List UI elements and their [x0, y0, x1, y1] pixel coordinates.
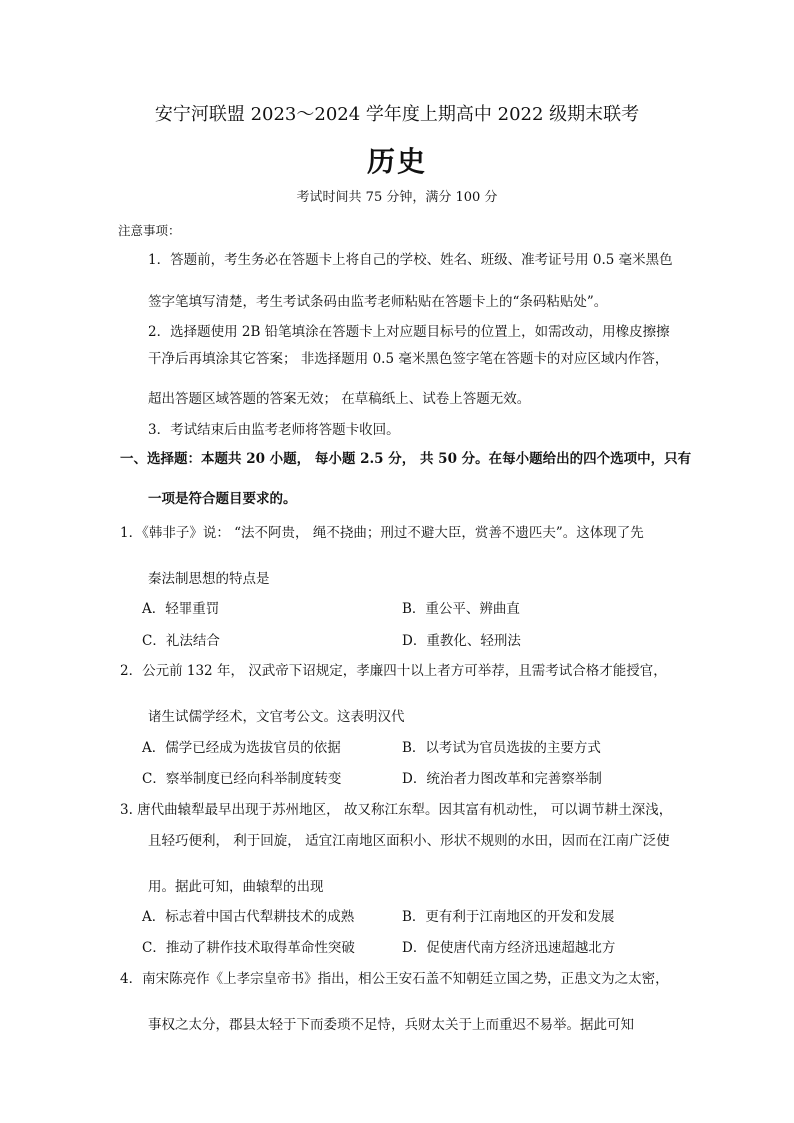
- notice-item: 2．选择题使用 2B 铅笔填涂在答题卡上对应题目标号的位置上，如需改动，用橡皮擦擦: [148, 324, 670, 340]
- section-heading: 一、选择题：本题共 20 小题， 每小题 2.5 分， 共 50 分。在每小题给出的四个选项中，只有: [120, 451, 692, 467]
- exam-title: 安宁河联盟 2023～2024 学年度上期高中 2022 级期末联考: [154, 104, 640, 125]
- option-a: A．轻罪重罚: [142, 601, 220, 617]
- option-b: B．以考试为官员选拔的主要方式: [402, 740, 601, 756]
- question-text: 秦法制思想的特点是: [148, 571, 270, 587]
- option-c: C．察举制度已经向科举制度转变: [142, 771, 342, 787]
- option-c: C．推动了耕作技术取得革命性突破: [142, 940, 355, 956]
- option-b: B．重公平、辨曲直: [402, 601, 520, 617]
- notice-item: 干净后再填涂其它答案； 非选择题用 0.5 毫米黑色签字笔在答题卡的对应区域内作答，: [148, 351, 669, 367]
- question-text: 3. 唐代曲辕犁最早出现于苏州地区， 故又称江东犁。因其富有机动性， 可以调节耕土深浅，: [120, 802, 673, 818]
- notice-item: 超出答题区域答题的答案无效； 在草稿纸上、试卷上答题无效。: [148, 391, 531, 407]
- question-text: 且轻巧便利， 利于回旋， 适宜江南地区面积小、形状不规则的水田，因而在江南广泛使: [148, 833, 670, 849]
- subject-title: 历史: [366, 145, 427, 178]
- option-d: D．统治者力图改革和完善察举制: [402, 771, 602, 787]
- question-text: 事权之太分，郡县太轻于下而委琐不足恃，兵财太关于上而重迟不易举。据此可知: [148, 1017, 634, 1033]
- option-b: B．更有利于江南地区的开发和发展: [402, 909, 615, 925]
- question-text: 用。据此可知，曲辕犁的出现: [148, 879, 324, 895]
- option-a: A．儒学已经成为选拔官员的依据: [142, 740, 341, 756]
- option-a: A．标志着中国古代犁耕技术的成熟: [142, 909, 355, 925]
- notice-item: 签字笔填写清楚，考生考试条码由监考老师粘贴在答题卡上的“条码粘贴处”。: [148, 294, 608, 310]
- question-text: 诸生试儒学经术，文官考公文。这表明汉代: [148, 709, 405, 725]
- section-heading-cont: 一项是符合题目要求的。: [148, 491, 297, 507]
- question-text: 4．南宋陈亮作《上孝宗皇帝书》指出，相公王安石盖不知朝廷立国之势，正患文为之太密，: [120, 971, 669, 987]
- notice-item: 1．答题前，考生务必在答题卡上将自己的学校、姓名、班级、准考证号用 0.5 毫米黑色: [148, 252, 673, 268]
- option-c: C．礼法结合: [142, 633, 220, 649]
- question-text: 1．《韩非子》说： “法不阿贵， 绳不挠曲；刑过不避大臣，赏善不遗匹夫”。这体现了先: [120, 525, 644, 541]
- option-d: D．促使唐代南方经济迅速超越北方: [402, 940, 616, 956]
- question-text: 2．公元前 132 年， 汉武帝下诏规定，孝廉四十以上者方可举荐，且需考试合格才能授官，: [120, 663, 667, 679]
- option-d: D．重教化、轻刑法: [402, 633, 521, 649]
- notice-heading: 注意事项：: [118, 223, 181, 238]
- exam-info: 考试时间共 75 分钟，满分 100 分: [296, 190, 498, 205]
- notice-item: 3．考试结束后由监考老师将答题卡收回。: [148, 422, 400, 438]
